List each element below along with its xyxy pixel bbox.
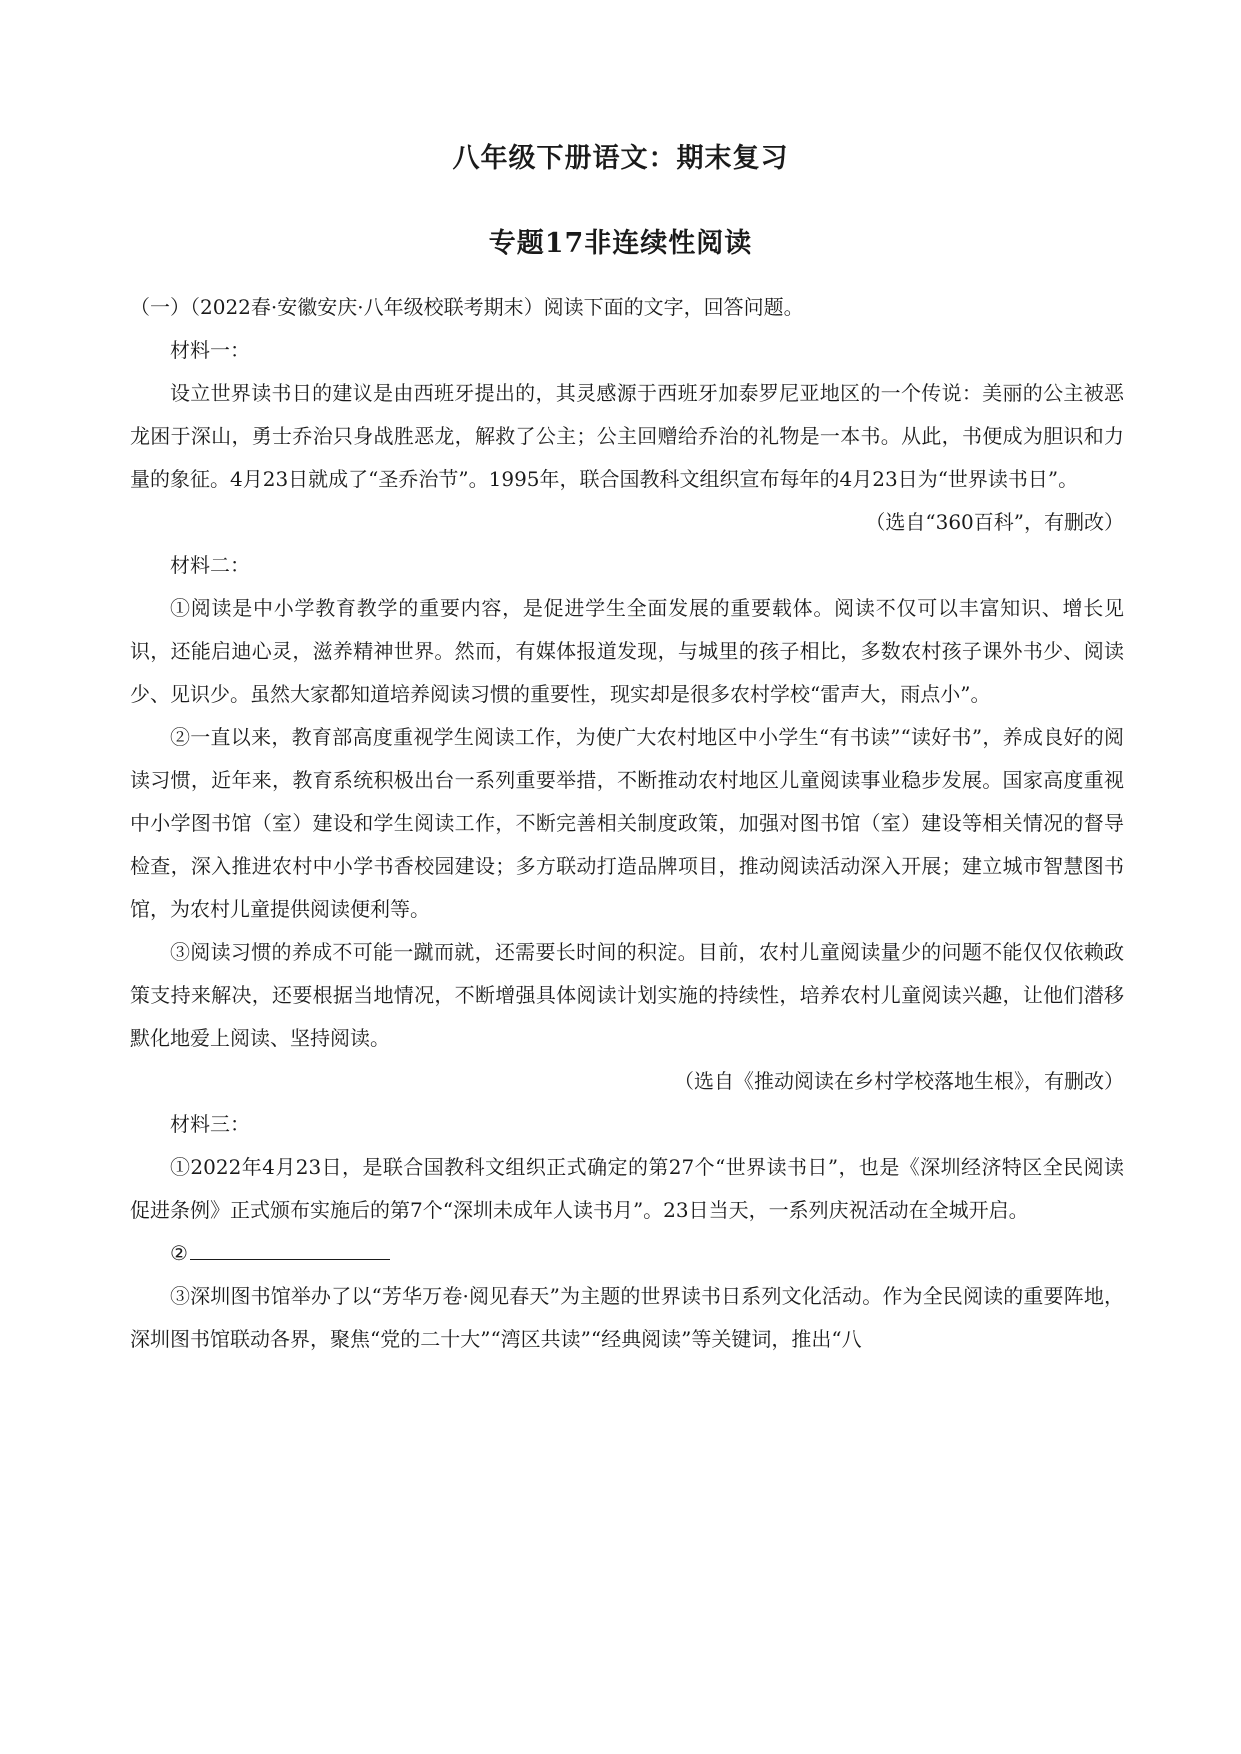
material3-blank-line xyxy=(130,1232,1124,1275)
document-subtitle: 专题17非连续性阅读 xyxy=(488,228,753,259)
document-body xyxy=(130,286,1124,1361)
question-intro: （一）（2022春·安徽安庆·八年级校联考期末）阅读下面的文字，回答问题。 xyxy=(130,295,804,319)
material3-label: 材料三： xyxy=(170,1112,250,1136)
material2-paragraph-2: ②一直以来，教育部高度重视学生阅读工作，为使广大农村地区中小学生“有书读”“读好书”，养成良好的阅读习惯，近年来，教育系统积极出台一系列重要举措，不断推动农村地区儿童阅读事业稳步发展。国家高度重视中小学图书馆（室）建设和学生阅读工作，不断完善相关制度政策，加强对图书馆（室）建设等相关情况的督导检查，深入推进农村中小学书香校园建设；多方联动打造品牌项目，推动阅读活动深入开展；建立城市智慧图书馆，为农村儿童提供阅读便利等。 xyxy=(130,725,1124,921)
material3-paragraph-1: ①2022年4月23日，是联合国教科文组织正式确定的第27个“世界读书日”，也是《深圳经济特区全民阅读促进条例》正式颁布实施后的第7个“深圳未成年人读书月”。23日当天，一系列庆祝活动在全城开启。 xyxy=(130,1155,1124,1222)
material2-label: 材料二： xyxy=(170,553,250,577)
material1-label: 材料一： xyxy=(170,338,250,362)
material3-paragraph-3: ③深圳图书馆举办了以“芳华万卷·阅见春天”为主题的世界读书日系列文化活动。作为全民阅读的重要阵地，深圳图书馆联动各界，聚焦“党的二十大”“湾区共读”“经典阅读”等关键词，推出“八 xyxy=(130,1284,1124,1351)
material1-source: （选自“360百科”，有删改） xyxy=(865,510,1124,534)
document-title: 八年级下册语文：期末复习 xyxy=(452,143,789,174)
material2-source: （选自《推动阅读在乡村学校落地生根》，有删改） xyxy=(674,1069,1124,1093)
material1-paragraph: 设立世界读书日的建议是由西班牙提出的，其灵感源于西班牙加泰罗尼亚地区的一个传说：美丽的公主被恶龙困于深山，勇士乔治只身战胜恶龙，解救了公主；公主回赠给乔治的礼物是一本书。从此，书便成为胆识和力量的象征。4月23日就成了“圣乔治节”。1995年，联合国教科文组织宣布每年的4月23日为“世界读书日”。 xyxy=(130,381,1124,491)
fill-in-blank[interactable] xyxy=(190,1237,390,1260)
blank-marker: ② xyxy=(170,1241,188,1265)
material2-paragraph-1: ①阅读是中小学教育教学的重要内容，是促进学生全面发展的重要载体。阅读不仅可以丰富知识、增长见识，还能启迪心灵，滋养精神世界。然而，有媒体报道发现，与城里的孩子相比，多数农村孩子课外书少、阅读少、见识少。虽然大家都知道培养阅读习惯的重要性，现实却是很多农村学校“雷声大，雨点小”。 xyxy=(130,596,1124,706)
material2-paragraph-3: ③阅读习惯的养成不可能一蹴而就，还需要长时间的积淀。目前，农村儿童阅读量少的问题不能仅仅依赖政策支持来解决，还要根据当地情况，不断增强具体阅读计划实施的持续性，培养农村儿童阅读兴趣，让他们潜移默化地爱上阅读、坚持阅读。 xyxy=(130,940,1124,1050)
